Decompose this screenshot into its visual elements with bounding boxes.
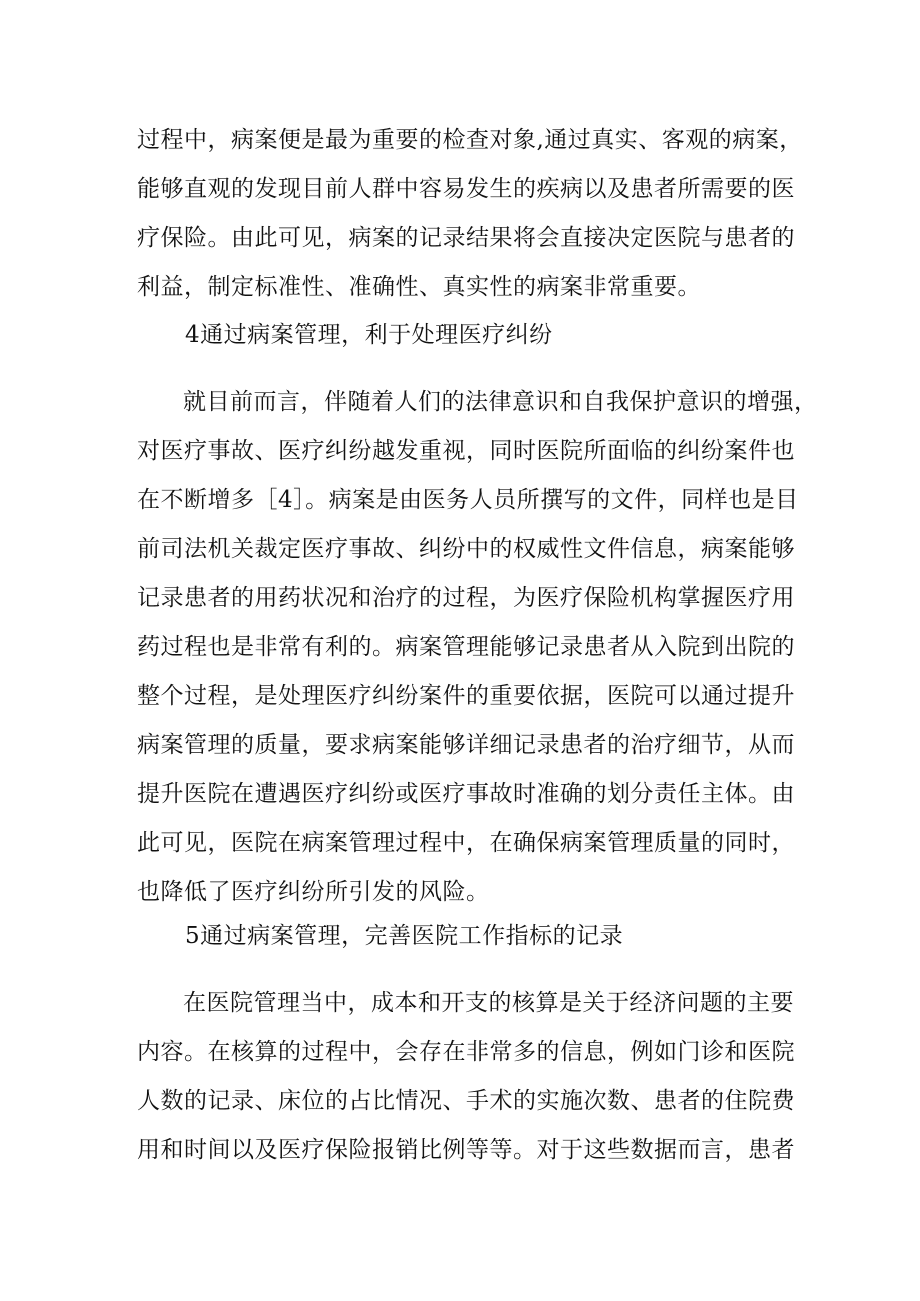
paragraph-2-line: 前司法机关裁定医疗事故、纠纷中的权威性文件信息，病案能够 bbox=[137, 536, 795, 562]
paragraph-1-line: 疗保险。由此可见，病案的记录结果将会直接决定医院与患者的 bbox=[137, 225, 795, 251]
paragraph-3-line: 人数的记录、床位的占比情况、手术的实施次数、患者的住院费 bbox=[137, 1088, 795, 1114]
paragraph-2-line: 在不断增多［4］。病案是由医务人员所撰写的文件，同样也是目 bbox=[137, 487, 799, 513]
paragraph-2-line: 病案管理的质量，要求病案能够详细记录患者的治疗细节，从而 bbox=[137, 732, 795, 758]
section-heading-5-text: 5通过病案管理，完善医院工作指标的记录 bbox=[185, 923, 624, 949]
section-heading-4 bbox=[185, 311, 855, 360]
section-heading-5 bbox=[185, 912, 855, 961]
paragraph-1-line: 过程中，病案便是最为重要的检查对象,通过真实、客观的病案， bbox=[137, 127, 803, 153]
paragraph-2 bbox=[137, 378, 818, 917]
paragraph-1 bbox=[137, 116, 807, 312]
section-heading-4-text: 4通过病案管理，利于处理医疗纠纷 bbox=[185, 322, 553, 348]
paragraph-2-line: 提升医院在遭遇医疗纠纷或医疗事故时准确的划分责任主体。由 bbox=[137, 781, 795, 807]
paragraph-2-line: 药过程也是非常有利的。病案管理能够记录患者从入院到出院的 bbox=[137, 634, 795, 660]
paragraph-2-line: 记录患者的用药状况和治疗的过程，为医疗保险机构掌握医疗用 bbox=[137, 585, 795, 611]
paragraph-3-line: 用和时间以及医疗保险报销比例等等。对于这些数据而言，患者 bbox=[137, 1137, 795, 1163]
paragraph-2-line: 也降低了医疗纠纷所引发的风险。 bbox=[137, 879, 490, 905]
paragraph-2-line: 整个过程，是处理医疗纠纷案件的重要依据，医院可以通过提升 bbox=[137, 683, 795, 709]
paragraph-1-line: 利益，制定标准性、准确性、真实性的病案非常重要。 bbox=[137, 274, 701, 300]
paragraph-3-line: 内容。在核算的过程中，会存在非常多的信息，例如门诊和医院 bbox=[137, 1039, 795, 1065]
paragraph-2-line: 对医疗事故、医疗纠纷越发重视，同时医院所面临的纠纷案件也 bbox=[137, 438, 795, 464]
paragraph-1-line: 能够直观的发现目前人群中容易发生的疾病以及患者所需要的医 bbox=[137, 176, 795, 202]
paragraph-2-line: 此可见，医院在病案管理过程中，在确保病案管理质量的同时， bbox=[137, 830, 795, 856]
paragraph-2-line: 就目前而言，伴随着人们的法律意识和自我保护意识的增强， bbox=[183, 389, 818, 415]
paragraph-3 bbox=[137, 979, 807, 1175]
paragraph-3-line: 在医院管理当中，成本和开支的核算是关于经济问题的主要 bbox=[183, 990, 794, 1016]
